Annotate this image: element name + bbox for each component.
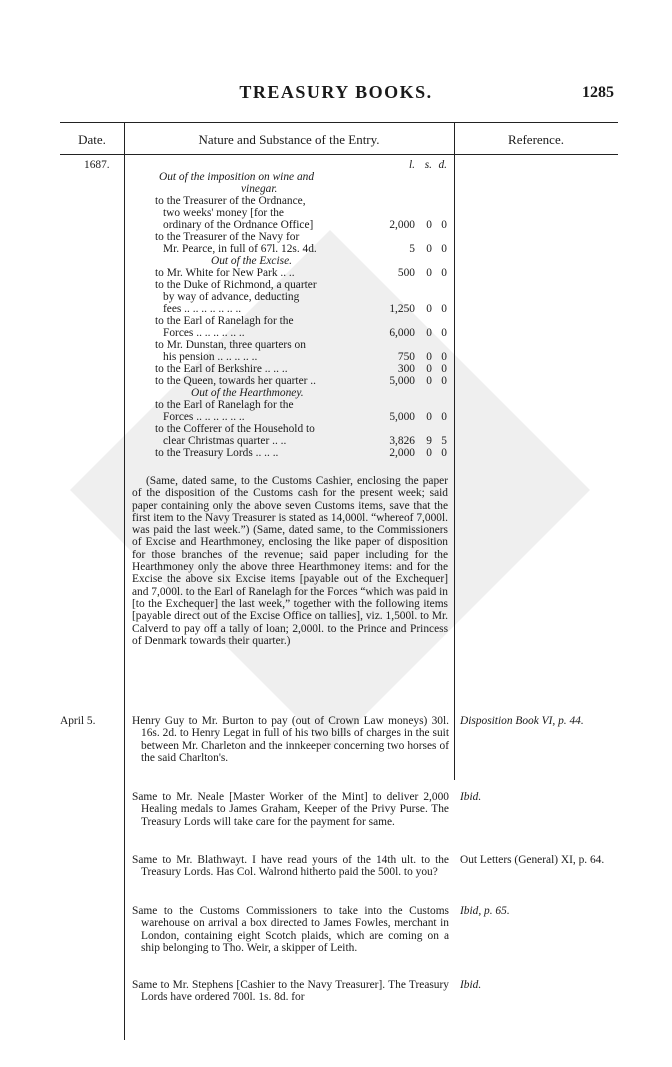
item-queen (155, 375, 455, 387)
item-cofferer (155, 435, 455, 447)
item-dunstan-line1: to Mr. Dunstan, three quarters on (155, 339, 306, 351)
amount-pounds: 5,000 (389, 375, 415, 387)
same-dated-paragraph: (Same, dated same, to the Customs Cashier, enclosing the paper of the disposition of the Customs cash for the present week; said paper containing only the above seven Customs items, save that the first item to the Navy Treasurer is stated as 14,000l. “whereof 7,000l. was paid the last week.”) (Same, dated same, to the Commissioners of Excise and Hearthmoney, enclosing the like paper of disposition for those branches of the revenue; said paper including for the Hearthmoney only the above three Hearthmoney items: and for the Excise the above six Excise items [payable out of the Exchequer] and 7,000l. to the Earl of Ranelagh for the Forces “which was paid in [to the Exchequer] the last week,” together with the following items [payable direct out of the Excise Office on tallies], viz. 1,500l. to Mr. Calverd to pay off a tally of loan; 2,000l. to the Prince and Princess of Denmark towards their quarter.) (132, 475, 449, 647)
item-white (155, 267, 455, 279)
amount-shillings: 0 (426, 351, 432, 363)
pounds-heading: l. (408, 159, 415, 171)
item-richmond-line1: to the Duke of Richmond, a quarter (155, 279, 317, 291)
item-hm-ranelagh-line2: Forces .. .. .. .. .. .. (163, 411, 245, 423)
amount-pence: 0 (441, 411, 447, 423)
item-ranelagh-line2: Forces .. .. .. .. .. .. (163, 327, 245, 339)
amount-pounds: 300 (397, 363, 415, 375)
amount-pence: 5 (441, 435, 447, 447)
column-header-reference: Reference. (508, 132, 564, 147)
money-heading (155, 159, 455, 171)
section-heading-excise: Out of the Excise. (211, 255, 292, 267)
disposition-list (155, 159, 455, 469)
entry-reference: Disposition Book VI, p. 44. (460, 715, 584, 727)
section-heading-wine-cont: vinegar. (241, 183, 278, 195)
item-navy (155, 243, 455, 255)
item-richmond (155, 303, 455, 315)
entry-item (60, 979, 620, 1007)
column-header-date: Date. (78, 132, 106, 147)
entry-text: Same to Mr. Stephens [Cashier to the Navy Treasurer]. The Treasury Lords have ordered 700l. 1s. 8d. for (132, 979, 449, 1004)
item-dunstan-line2: his pension .. .. .. .. .. (163, 351, 258, 363)
entry-reference: Ibid, p. 65. (460, 905, 510, 917)
item-white-label: to Mr. White for New Park .. .. (155, 267, 295, 279)
entry-item (60, 905, 620, 971)
entry-item (60, 715, 620, 781)
entry-date: April 5. (60, 715, 96, 727)
entry-item (60, 854, 620, 896)
amount-pence: 0 (441, 267, 447, 279)
table-top-rule (60, 122, 618, 123)
item-navy-line1: to the Treasurer of the Navy for (155, 231, 300, 243)
amount-shillings: 0 (426, 447, 432, 459)
amount-pence: 0 (441, 327, 447, 339)
amount-shillings: 0 (426, 243, 432, 255)
entry-item (60, 791, 620, 845)
amount-pounds: 6,000 (389, 327, 415, 339)
amount-pounds: 500 (397, 267, 415, 279)
amount-pence: 0 (441, 375, 447, 387)
item-ordnance-line3: ordinary of the Ordnance Office] (163, 219, 314, 231)
amount-pounds: 3,826 (389, 435, 415, 447)
amount-pence: 0 (441, 303, 447, 315)
amount-shillings: 9 (426, 435, 432, 447)
entry-text: Same to the Customs Commissioners to take into the Customs warehouse on arrival a box directed to James Fowles, merchant in London, containing eight Scotch plaids, which are coming on a ship belonging to Tho. Weir, a skipper of Leith. (132, 905, 449, 954)
amount-pence: 0 (441, 363, 447, 375)
entry-text: Henry Guy to Mr. Burton to pay (out of Crown Law moneys) 30l. 16s. 2d. to Henry Legat in full of his two bills of charges in the suit between Mr. Charleton and the innkeeper concerning two horses of the said Charlton's. (132, 715, 449, 764)
item-cofferer-line2: clear Christmas quarter .. .. (163, 435, 287, 447)
amount-shillings: 0 (426, 327, 432, 339)
entries-list (60, 715, 620, 1007)
amount-pounds: 750 (397, 351, 415, 363)
section-heading-hearthmoney: Out of the Hearthmoney. (191, 387, 304, 399)
item-ordnance (155, 219, 455, 231)
entry-reference: Ibid. (460, 791, 482, 803)
item-ordnance-line2: two weeks' money [for the (163, 207, 284, 219)
item-richmond-line2: by way of advance, deducting (163, 291, 300, 303)
page-number: 1285 (582, 84, 614, 101)
amount-pounds: 1,250 (389, 303, 415, 315)
item-ranelagh-line1: to the Earl of Ranelagh for the (155, 315, 294, 327)
pence-heading: d. (438, 159, 447, 171)
amount-pounds: 5 (409, 243, 415, 255)
item-dunstan (155, 351, 455, 363)
table-header-rule (60, 154, 618, 155)
item-ranelagh-excise (155, 327, 455, 339)
item-queen-label: to the Queen, towards her quarter .. (155, 375, 316, 387)
shillings-heading: s. (424, 159, 432, 171)
item-ranelagh-hearthmoney (155, 411, 455, 423)
page-title: TREASURY BOOKS. (239, 82, 433, 102)
entry-reference: Out Letters (General) XI, p. 64. (460, 854, 605, 866)
amount-shillings: 0 (426, 303, 432, 315)
year-label: 1687. (84, 159, 110, 171)
item-navy-line2: Mr. Pearce, in full of 67l. 12s. 4d. (163, 243, 317, 255)
amount-shillings: 0 (426, 363, 432, 375)
entry-text: Same to Mr. Neale [Master Worker of the Mint] to deliver 2,000 Healing medals to James Graham, Keeper of the Privy Purse. The Treasury Lords will take care for the payment for same. (132, 791, 449, 828)
amount-shillings: 0 (426, 375, 432, 387)
item-lords-label: to the Treasury Lords .. .. .. (155, 447, 279, 459)
amount-pounds: 2,000 (389, 219, 415, 231)
entry-reference: Ibid. (460, 979, 482, 991)
amount-pence: 0 (441, 447, 447, 459)
amount-shillings: 0 (426, 219, 432, 231)
amount-pence: 0 (441, 351, 447, 363)
item-richmond-line3: fees .. .. .. .. .. .. .. (163, 303, 242, 315)
item-ordnance-line1: to the Treasurer of the Ordnance, (155, 195, 306, 207)
section-heading-wine: Out of the imposition on wine and (159, 171, 315, 183)
amount-pounds: 2,000 (389, 447, 415, 459)
amount-pounds: 5,000 (389, 411, 415, 423)
entry-text: Same to Mr. Blathwayt. I have read yours of the 14th ult. to the Treasury Lords. Has Col. Walrond hitherto paid the 500l. to you? (132, 854, 449, 879)
item-hm-ranelagh-line1: to the Earl of Ranelagh for the (155, 399, 294, 411)
amount-pence: 0 (441, 243, 447, 255)
column-header-nature: Nature and Substance of the Entry. (198, 132, 380, 147)
amount-shillings: 0 (426, 267, 432, 279)
item-cofferer-line1: to the Cofferer of the Household to (155, 423, 315, 435)
amount-shillings: 0 (426, 411, 432, 423)
item-treasury-lords (155, 447, 455, 459)
amount-pence: 0 (441, 219, 447, 231)
item-berkshire-label: to the Earl of Berkshire .. .. .. (155, 363, 288, 375)
item-berkshire (155, 363, 455, 375)
